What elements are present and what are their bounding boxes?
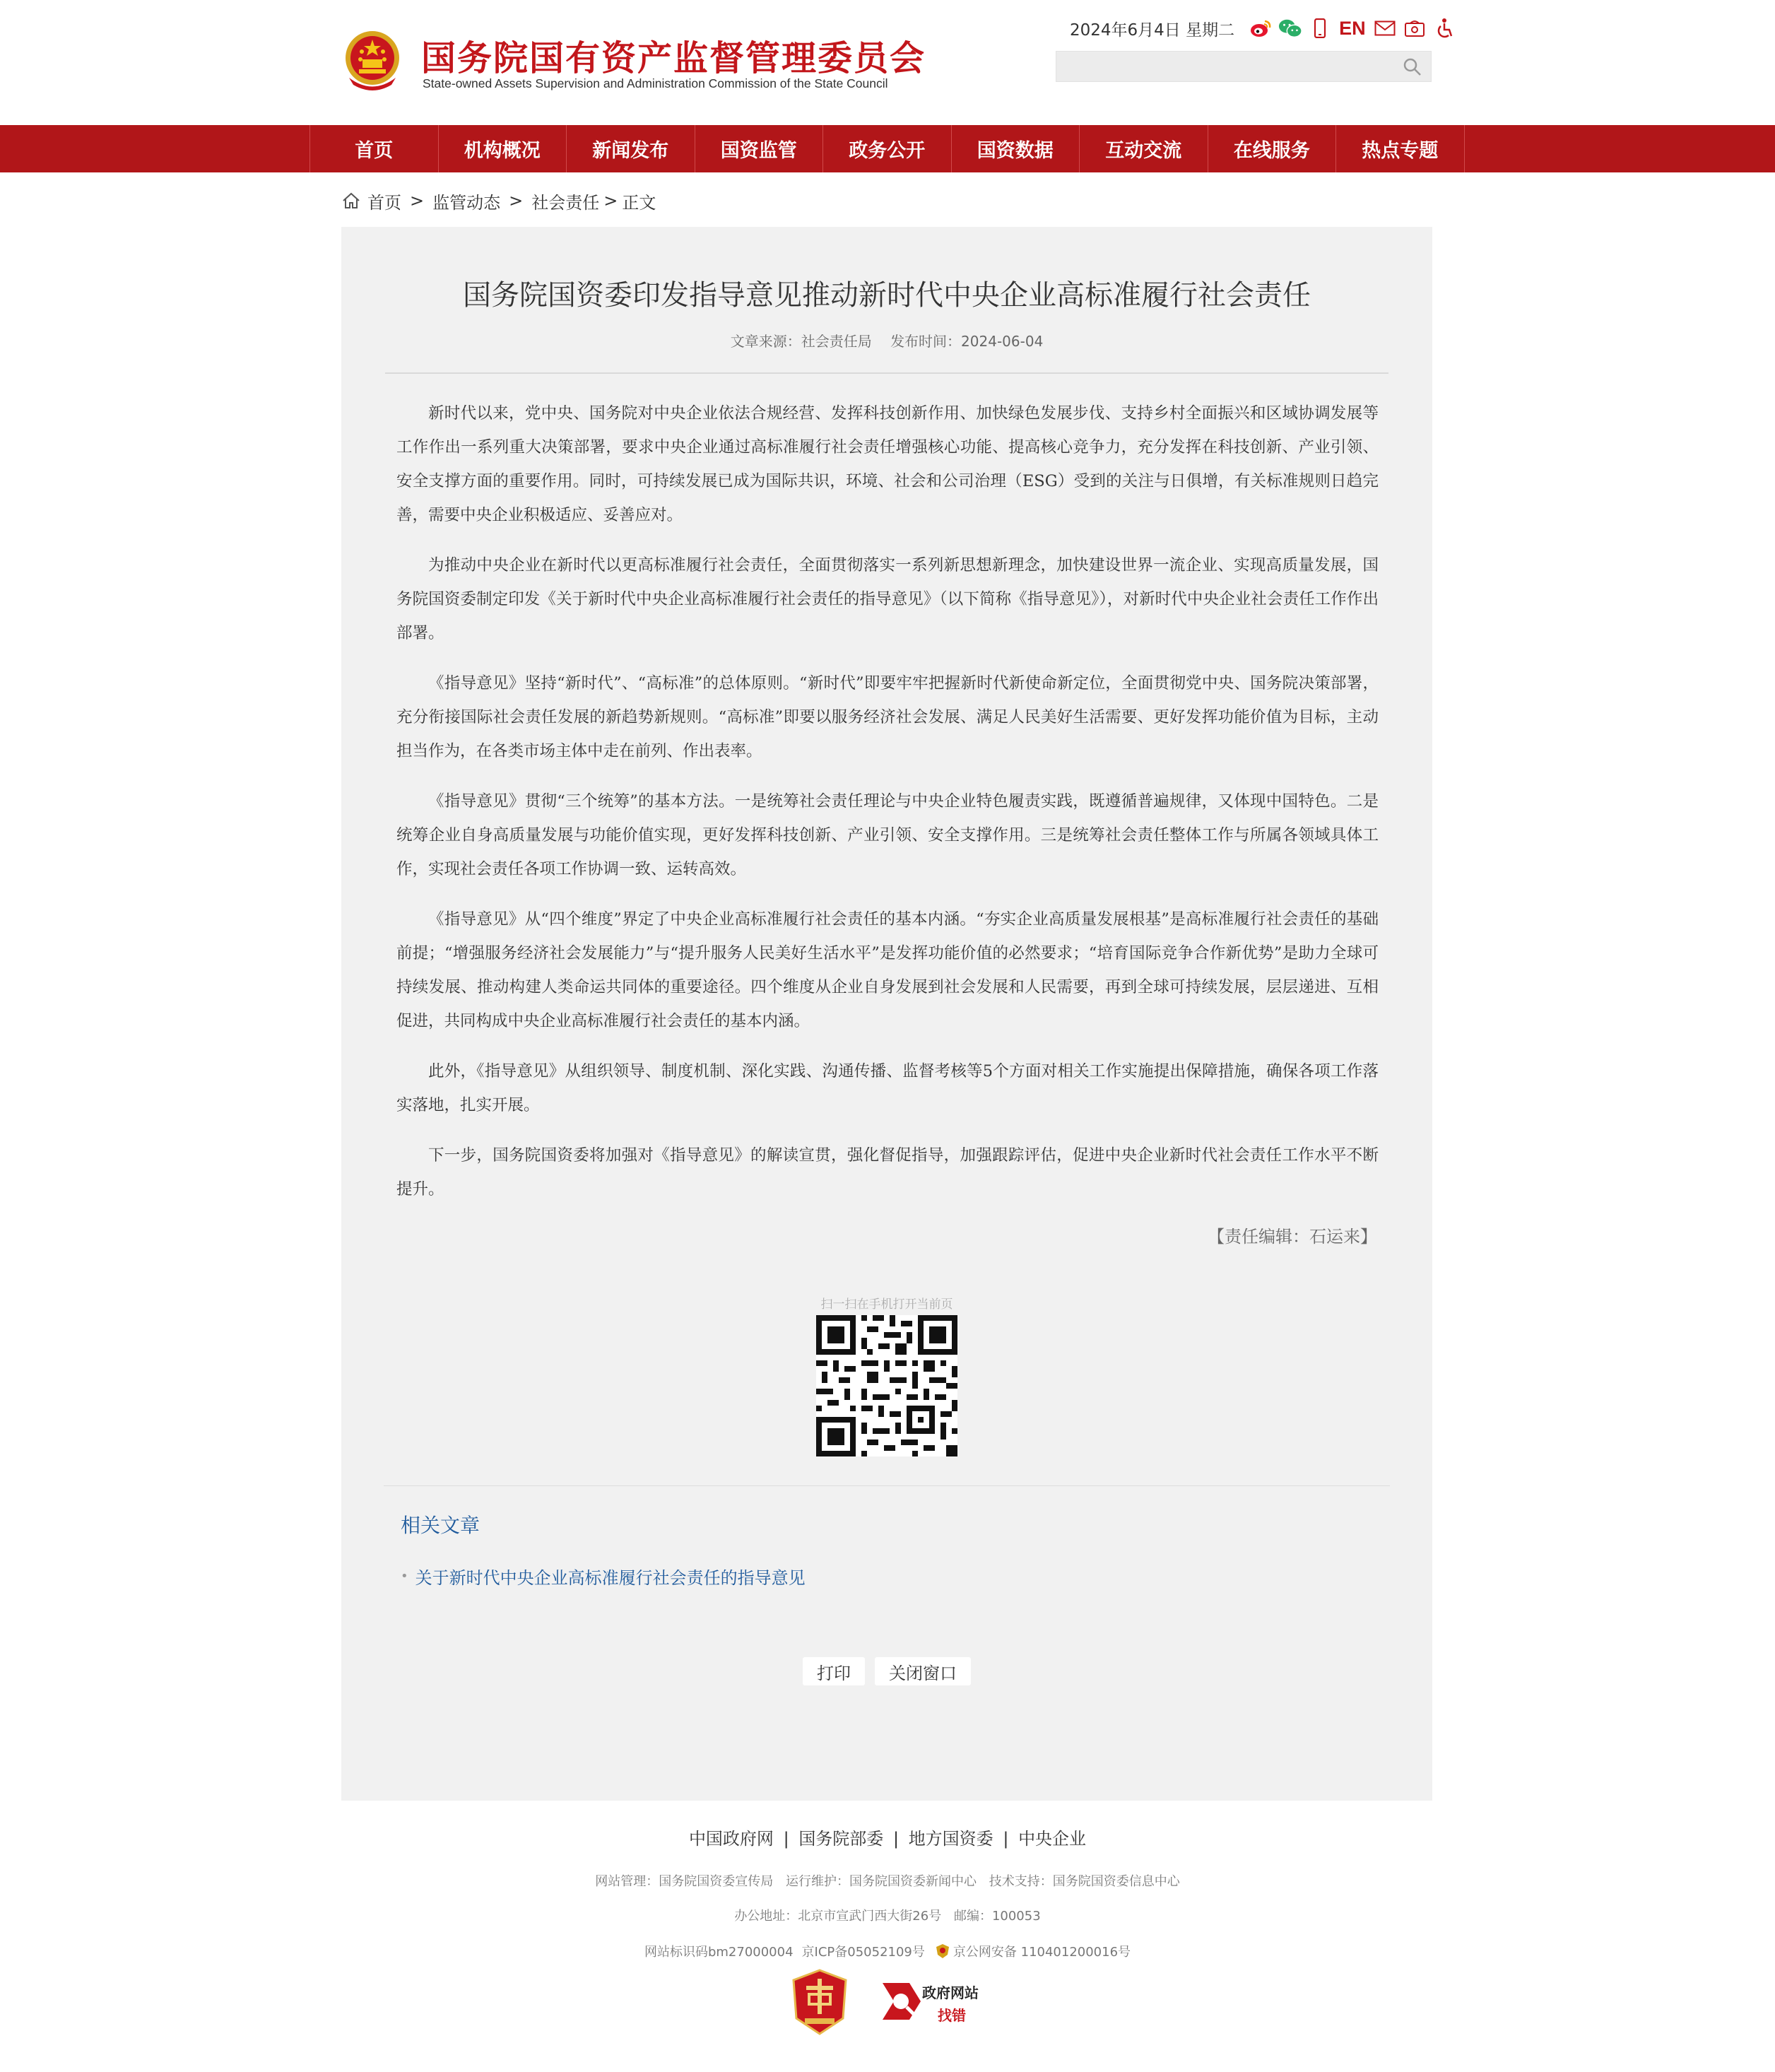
qr-code-icon bbox=[816, 1315, 957, 1456]
subscribe-icon[interactable] bbox=[1403, 16, 1427, 40]
article-body bbox=[396, 396, 1379, 1223]
nav-item-data[interactable]: 国资数据 bbox=[952, 125, 1080, 172]
footer-site-id: 网站标识码bm27000004 bbox=[644, 1945, 794, 1960]
footer-operate: 运行维护：国务院国资委新闻中心 bbox=[786, 1874, 977, 1889]
police-badge-icon bbox=[935, 1943, 950, 1959]
home-icon bbox=[342, 192, 360, 210]
bullet-icon: • bbox=[401, 1569, 408, 1584]
top-bar bbox=[1070, 14, 1459, 42]
nav-item-home[interactable]: 首页 bbox=[310, 125, 439, 172]
site-title[interactable]: 国务院国有资产监督管理委员会 bbox=[421, 37, 926, 78]
footer-registration-info bbox=[0, 1942, 1775, 1960]
article-panel bbox=[341, 227, 1432, 1801]
breadcrumb-separator: > bbox=[603, 191, 618, 211]
title-divider bbox=[385, 372, 1388, 374]
english-version-link[interactable]: EN bbox=[1339, 17, 1366, 39]
nav-item-public-affairs[interactable]: 政务公开 bbox=[823, 125, 952, 172]
footer-address: 办公地址：北京市宣武门西大街26号 bbox=[734, 1909, 942, 1924]
main-nav bbox=[0, 125, 1775, 172]
article-actions bbox=[341, 1657, 1432, 1685]
footer-link-separator: | bbox=[783, 1829, 789, 1849]
article-paragraph: 为推动中央企业在新时代以更高标准履行社会责任，全面贯彻落实一系列新思想新理念，加快建设世界一流企业、实现高质量发展，国务院国资委制定印发《关于新时代中央企业高标准履行社会责任的指导意见》（以下简称《指导意见》），对新时代中央企业社会责任工作作出部署。 bbox=[396, 556, 1379, 642]
footer-postcode: 邮编：100053 bbox=[953, 1909, 1041, 1924]
party-government-badge-icon[interactable] bbox=[791, 1969, 849, 2035]
nav-item-topics[interactable]: 热点专题 bbox=[1336, 125, 1465, 172]
print-button[interactable]: 打印 bbox=[803, 1657, 865, 1685]
footer-police[interactable]: 京公网安备 110401200016号 bbox=[953, 1945, 1131, 1960]
article-date: 发布时间：2024-06-04 bbox=[890, 333, 1044, 350]
error-report-sublabel: 找错 bbox=[938, 2007, 966, 2024]
search-input[interactable] bbox=[1056, 52, 1396, 81]
footer-links bbox=[0, 1825, 1775, 1849]
footer-link-gov[interactable]: 中国政府网 bbox=[688, 1829, 774, 1849]
footer-link-separator: | bbox=[892, 1829, 900, 1849]
breadcrumb-separator: > bbox=[509, 191, 524, 211]
search-box bbox=[1056, 51, 1432, 82]
gov-website-error-report[interactable] bbox=[878, 1976, 984, 2028]
weibo-icon[interactable] bbox=[1249, 16, 1273, 40]
close-window-button[interactable]: 关闭窗口 bbox=[875, 1657, 971, 1685]
article-paragraph: 此外，《指导意见》从组织领导、制度机制、深化实践、沟通传播、监督考核等5个方面对相关工作实施提出保障措施，确保各项工作落实落地，扎实开展。 bbox=[396, 1062, 1379, 1114]
site-header bbox=[0, 0, 1775, 125]
breadcrumb-home[interactable]: 首页 bbox=[367, 192, 401, 213]
related-divider bbox=[384, 1485, 1390, 1486]
breadcrumb bbox=[342, 188, 656, 213]
nav-item-interaction[interactable]: 互动交流 bbox=[1080, 125, 1208, 172]
related-article-link[interactable]: 关于新时代中央企业高标准履行社会责任的指导意见 bbox=[415, 1568, 806, 1588]
mail-icon[interactable] bbox=[1373, 16, 1397, 40]
nav-item-news[interactable]: 新闻发布 bbox=[567, 125, 695, 172]
footer-link-central-enterprises[interactable]: 中央企业 bbox=[1018, 1829, 1087, 1849]
breadcrumb-supervision[interactable]: 监管动态 bbox=[432, 192, 501, 213]
article-title: 国务院国资委印发指导意见推动新时代中央企业高标准履行社会责任 bbox=[463, 279, 1311, 312]
article-meta bbox=[341, 330, 1432, 351]
article-paragraph: 下一步，国务院国资委将加强对《指导意见》的解读宣贯，强化督促指导，加强跟踪评估，促进中央企业新时代社会责任工作水平不断提升。 bbox=[396, 1146, 1379, 1199]
error-report-label: 政府网站 bbox=[922, 1984, 979, 2001]
article-source: 文章来源：社会责任局 bbox=[730, 333, 872, 350]
footer-manage: 网站管理：国务院国资委宣传局 bbox=[595, 1874, 774, 1889]
breadcrumb-social-responsibility[interactable]: 社会责任 bbox=[531, 192, 600, 213]
article-paragraph: 《指导意见》贯彻“三个统筹”的基本方法。一是统筹社会责任理论与中央企业特色履责实践，既遵循普遍规律，又体现中国特色。二是统筹企业自身高质量发展与功能价值实现，更好发挥科技创新、产业引领、安全支撑作用。三是统筹社会责任整体工作与所属各领域具体工作，实现社会责任各项工作协调一致、运转高效。 bbox=[396, 792, 1379, 878]
responsible-editor: 【责任编辑：石运来】 bbox=[1208, 1227, 1377, 1247]
wechat-icon[interactable] bbox=[1278, 16, 1302, 40]
breadcrumb-current: 正文 bbox=[622, 192, 656, 213]
national-emblem-icon[interactable] bbox=[342, 28, 403, 92]
qr-caption: 扫一扫在手机打开当前页 bbox=[820, 1297, 953, 1312]
site-subtitle: State-owned Assets Supervision and Administration Commission of the State Council bbox=[423, 76, 888, 90]
footer-link-local-sasac[interactable]: 地方国资委 bbox=[908, 1829, 993, 1849]
footer-link-separator: | bbox=[1003, 1829, 1009, 1849]
article-paragraph: 新时代以来，党中央、国务院对中央企业依法合规经营、发挥科技创新作用、加快绿色发展步伐、支持乡村全面振兴和区域协调发展等工作作出一系列重大决策部署，要求中央企业通过高标准履行社会责任增强核心功能、提高核心竞争力，充分发挥在科技创新、产业引领、安全支撑方面的重要作用。同时，可持续发展已成为国际共识，环境、社会和公司治理（ESG）受到的关注与日俱增，有关标准规则日趋完善，需要中央企业积极适应、妥善应对。 bbox=[396, 404, 1379, 524]
footer-management-info bbox=[0, 1871, 1775, 1890]
footer-tech: 技术支持：国务院国资委信息中心 bbox=[989, 1874, 1180, 1889]
mobile-icon[interactable] bbox=[1308, 16, 1332, 40]
related-articles-title: 相关文章 bbox=[401, 1514, 480, 1537]
related-article-item bbox=[401, 1564, 806, 1589]
footer-icp[interactable]: 京ICP备05052109号 bbox=[801, 1945, 925, 1960]
search-icon[interactable] bbox=[1403, 57, 1422, 77]
footer-address-info bbox=[0, 1906, 1775, 1924]
footer-badges bbox=[0, 1969, 1775, 2035]
footer-link-ministries[interactable]: 国务院部委 bbox=[798, 1829, 884, 1849]
current-date: 2024年6月4日 星期二 bbox=[1070, 20, 1235, 40]
nav-item-online-service[interactable]: 在线服务 bbox=[1208, 125, 1337, 172]
article-paragraph: 《指导意见》坚持“新时代”、“高标准”的总体原则。“新时代”即要牢牢把握新时代新使命新定位，全面贯彻党中央、国务院决策部署，充分衔接国际社会责任发展的新趋势新规则。“高标准”即要以服务经济社会发展、满足人民美好生活需要、更好发挥功能价值为目标，主动担当作为，在各类市场主体中走在前列、作出表率。 bbox=[396, 674, 1379, 760]
accessibility-icon[interactable] bbox=[1432, 16, 1456, 40]
breadcrumb-separator: > bbox=[410, 191, 425, 211]
article-paragraph: 《指导意见》从“四个维度”界定了中央企业高标准履行社会责任的基本内涵。“夯实企业高质量发展根基”是高标准履行社会责任的基础前提；“增强服务经济社会发展能力”与“提升服务人民美好生活水平”是发挥功能价值的必然要求；“培育国际竞争合作新优势”是助力全球可持续发展、推动构建人类命运共同体的重要途径。四个维度从企业自身发展到社会发展和人民需要，再到全球可持续发展，层层递进、互相促进，共同构成中央企业高标准履行社会责任的基本内涵。 bbox=[396, 910, 1379, 1030]
nav-item-supervision[interactable]: 国资监管 bbox=[695, 125, 824, 172]
nav-item-about[interactable]: 机构概况 bbox=[439, 125, 567, 172]
